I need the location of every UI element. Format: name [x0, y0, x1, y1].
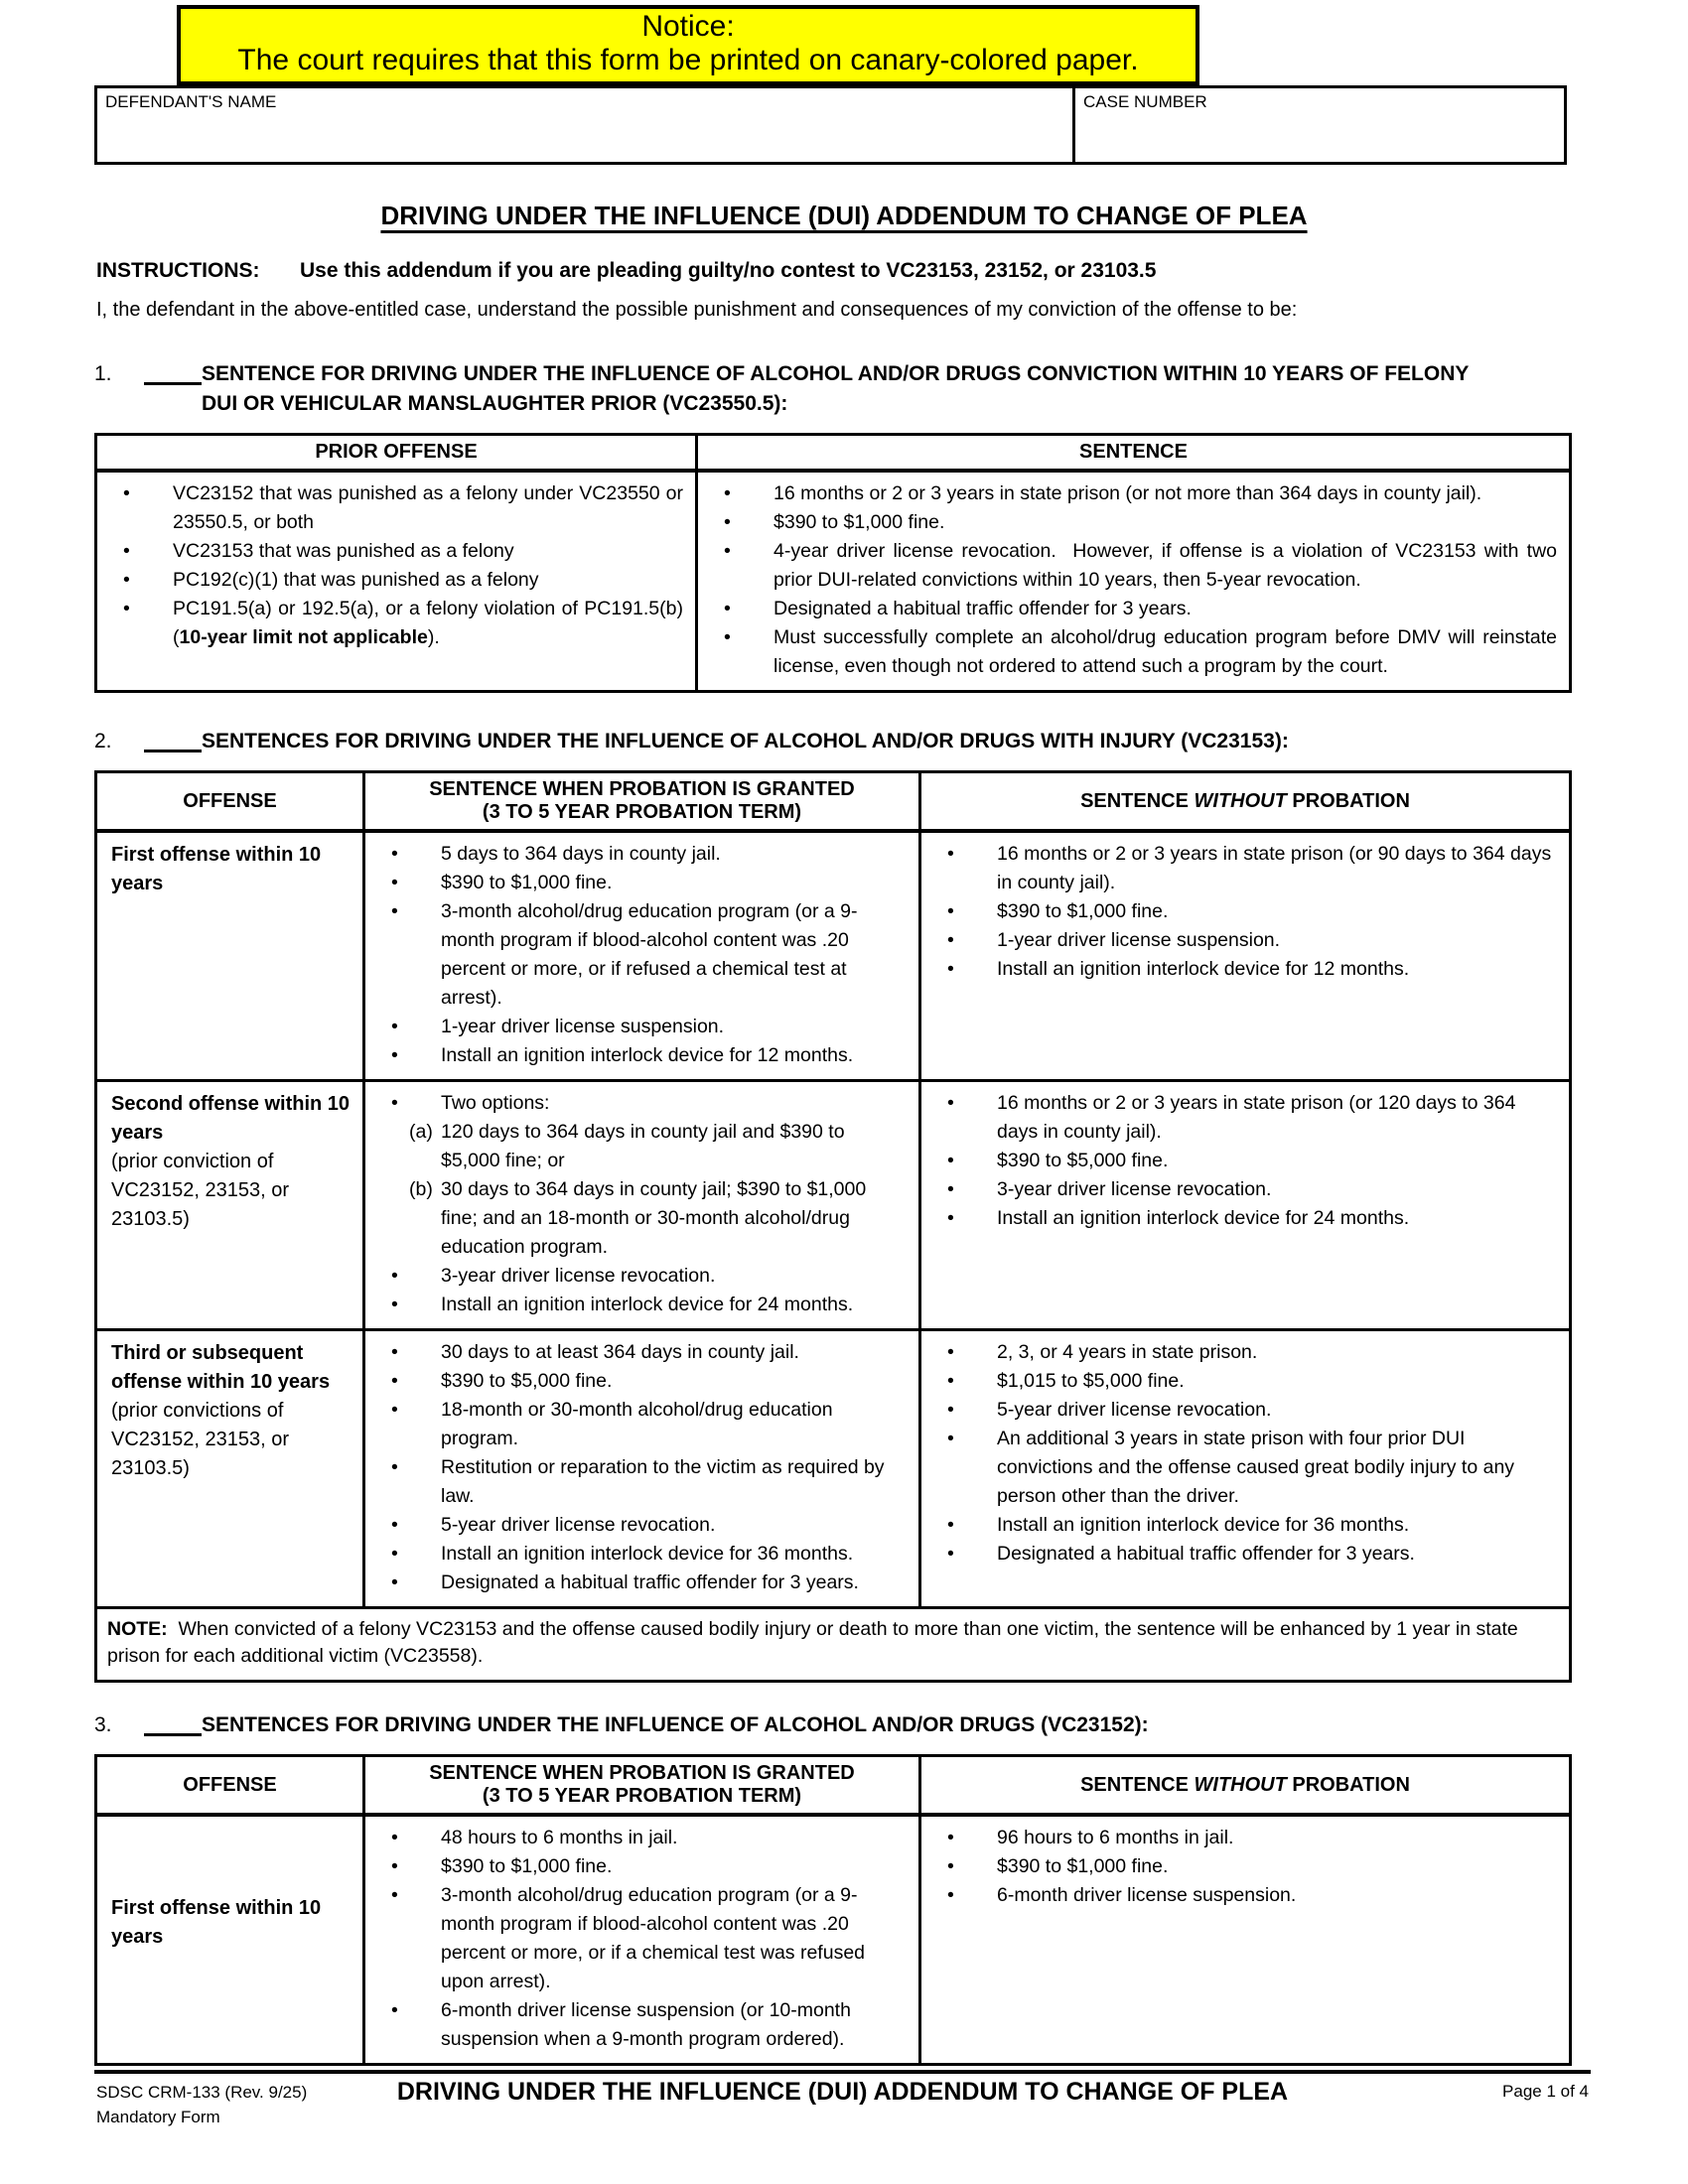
bullet-marker: •: [391, 1571, 398, 1593]
bullet-text: 6-month driver license suspension.: [997, 1884, 1297, 1906]
bullet-item: [97, 537, 691, 566]
case-number-field[interactable]: [1072, 88, 1564, 162]
bullet-text: Must successfully complete an alcohol/drug education program before DMV will reinstate license, even though not ordered to attend such a program by the court.: [774, 626, 1557, 677]
bullet-marker: •: [391, 1399, 398, 1421]
table-row-second-offense: [96, 1081, 1571, 1330]
bullet-item: [365, 1569, 914, 1597]
bullet-marker: •: [391, 1514, 398, 1536]
bullet-marker: •: [391, 1370, 398, 1392]
probation-header: SENTENCE WHEN PROBATION IS GRANTED (3 TO 5 YEAR PROBATION TERM): [364, 772, 920, 832]
bullet-text: Install an ignition interlock device for 12 months.: [997, 958, 1410, 980]
bullet-text: 3-year driver license revocation.: [997, 1178, 1272, 1200]
probation-sentence-cell: [364, 831, 920, 1081]
bullet-marker: •: [947, 900, 954, 922]
bullet-text: Restitution or reparation to the victim as required by law.: [441, 1456, 885, 1507]
bullet-marker: •: [947, 1341, 954, 1363]
bullet-text: Install an ignition interlock device for 24 months.: [997, 1207, 1410, 1229]
notice-title: Notice:: [641, 10, 735, 43]
section-2-heading: [94, 727, 1688, 756]
without-probation-cell: [920, 1815, 1571, 2065]
bullet-item: [365, 840, 914, 869]
bullet-item: [921, 955, 1565, 984]
bullet-marker: •: [391, 1999, 398, 2021]
bullet-text: 6-month driver license suspension (or 10-month suspension when a 9-month program ordered).: [441, 1999, 851, 2050]
bullet-item: [365, 897, 914, 1013]
case-number-label: CASE NUMBER: [1083, 92, 1207, 111]
bullet-marker: •: [947, 1827, 954, 1848]
bullet-marker: •: [947, 1150, 954, 1171]
bullet-text: 16 months or 2 or 3 years in state prison (or 120 days to 364 days in county jail).: [997, 1092, 1516, 1143]
bullet-text: 16 months or 2 or 3 years in state prison (or 90 days to 364 days in county jail).: [997, 843, 1552, 893]
bullet-text: 96 hours to 6 months in jail.: [997, 1827, 1234, 1848]
table-note-row: [96, 1608, 1571, 1682]
offense-cell: First offense within 10 years: [96, 831, 364, 1081]
bullet-item: [921, 1425, 1565, 1511]
bullet-item: [921, 1338, 1565, 1367]
bullet-text: $390 to $1,000 fine.: [441, 872, 613, 893]
bullet-marker: •: [391, 1294, 398, 1315]
bullet-text: $390 to $1,000 fine.: [774, 511, 945, 533]
without-probation-cell: [920, 1081, 1571, 1330]
bullet-item: [698, 537, 1565, 595]
table-header-row: [96, 435, 1571, 472]
notice-body: The court requires that this form be printed on canary-colored paper.: [237, 44, 1139, 76]
offense-cell: Third or subsequent offense within 10 years (prior convictions of VC23152, 23153, or 23103.5): [96, 1330, 364, 1608]
bullet-item: [365, 1881, 914, 1996]
bullet-marker: •: [123, 598, 130, 619]
bullet-text: 30 days to 364 days in county jail; $390 to $1,000 fine; and an 18-month or 30-month alcohol/drug education program.: [441, 1178, 867, 1258]
bullet-text: VC23152 that was punished as a felony under VC23550 or 23550.5, or both: [173, 482, 683, 533]
bullet-marker: •: [391, 1543, 398, 1565]
sentence-header: SENTENCE: [697, 435, 1571, 472]
bullet-marker: •: [391, 1265, 398, 1287]
bullet-item: [365, 1396, 914, 1453]
bullet-item: [365, 1453, 914, 1511]
bullet-item: [365, 1511, 914, 1540]
bullet-text: 3-month alcohol/drug education program (or a 9-month program if blood-alcohol content was .20 percent or more, or if a chemical test was refused upon arrest).: [441, 1884, 866, 1992]
bullet-item: [921, 1881, 1565, 1910]
bullet-marker: •: [391, 843, 398, 865]
prior-offense-header: PRIOR OFFENSE: [96, 435, 697, 472]
bullet-text: $390 to $5,000 fine.: [441, 1370, 613, 1392]
page-footer: [94, 2070, 1591, 2136]
bullet-item: [365, 1338, 914, 1367]
bullet-marker: •: [123, 482, 130, 504]
bullet-text: VC23153 that was punished as a felony: [173, 540, 514, 562]
initials-blank[interactable]: [144, 1710, 202, 1736]
table-row-first-offense: [96, 1815, 1571, 2065]
bullet-item: [921, 926, 1565, 955]
bullet-marker: •: [947, 1370, 954, 1392]
section-1-number: 1.: [94, 362, 112, 385]
bullet-marker: •: [947, 1884, 954, 1906]
bullet-marker: •: [947, 958, 954, 980]
dui-with-injury-table: [94, 770, 1572, 1683]
bullet-marker: •: [391, 1884, 398, 1906]
bullet-item: [921, 1367, 1565, 1396]
bullet-item: [365, 1852, 914, 1881]
section-2-title: SENTENCES FOR DRIVING UNDER THE INFLUENCE OF ALCOHOL AND/OR DRUGS WITH INJURY (VC23153):: [202, 730, 1289, 752]
defendant-name-label: DEFENDANT'S NAME: [105, 92, 277, 111]
bullet-item: [365, 1367, 914, 1396]
section-1-heading: [94, 359, 1688, 419]
probation-header: SENTENCE WHEN PROBATION IS GRANTED (3 TO 5 YEAR PROBATION TERM): [364, 1756, 920, 1816]
page-number: Page 1 of 4: [1502, 2082, 1589, 2101]
bullet-marker: •: [391, 1044, 398, 1066]
bullet-marker: •: [724, 626, 731, 648]
bullet-marker: •: [724, 598, 731, 619]
bullet-item: [97, 595, 691, 652]
bullet-marker: •: [391, 1092, 398, 1114]
bullet-text: $390 to $5,000 fine.: [997, 1150, 1169, 1171]
bullet-item: [365, 1118, 914, 1175]
bullet-marker: •: [947, 1092, 954, 1114]
bullet-text: 48 hours to 6 months in jail.: [441, 1827, 678, 1848]
bullet-text: 30 days to at least 364 days in county jail.: [441, 1341, 799, 1363]
probation-sentence-cell: [364, 1081, 920, 1330]
bullet-marker: •: [724, 540, 731, 562]
bullet-item: [921, 1852, 1565, 1881]
offense-header: OFFENSE: [96, 1756, 364, 1816]
bullet-item: [365, 1013, 914, 1041]
bullet-text: 1-year driver license suspension.: [441, 1016, 725, 1037]
bullet-item: [97, 479, 691, 537]
bullet-text: 120 days to 364 days in county jail and $390 to $5,000 fine; or: [441, 1121, 845, 1171]
form-number-block: [96, 2080, 307, 2129]
offense-cell: First offense within 10 years: [96, 1815, 364, 2065]
bullet-item: [921, 1540, 1565, 1569]
probation-sentence-cell: [364, 1330, 920, 1608]
bullet-marker: (b): [409, 1178, 433, 1200]
bullet-marker: •: [391, 1341, 398, 1363]
bullet-marker: •: [724, 511, 731, 533]
table-header-row: [96, 772, 1571, 832]
caption-box: [94, 85, 1567, 165]
bullet-text: Two options:: [441, 1092, 550, 1114]
bullet-text: 4-year driver license revocation. However, if offense is a violation of VC23153 with two prior DUI-related convictions within 10 years, then 5-year revocation.: [774, 540, 1557, 591]
bullet-marker: •: [947, 1178, 954, 1200]
bullet-item: [97, 566, 691, 595]
offense-header: OFFENSE: [96, 772, 364, 832]
bullet-marker: •: [947, 1428, 954, 1449]
bullet-text: $390 to $1,000 fine.: [997, 900, 1169, 922]
bullet-marker: •: [947, 1399, 954, 1421]
bullet-item: [365, 1996, 914, 2054]
form-number: SDSC CRM-133 (Rev. 9/25): [96, 2083, 308, 2102]
bullet-item: [365, 1041, 914, 1070]
bullet-item: [698, 479, 1565, 508]
instructions-label: INSTRUCTIONS:: [96, 259, 260, 282]
intro-statement: I, the defendant in the above-entitled case, understand the possible punishment and consequences of my conviction of the offense to be:: [96, 299, 1298, 321]
bullet-text: Install an ignition interlock device for 36 months.: [997, 1514, 1410, 1536]
section-1-title: SENTENCE FOR DRIVING UNDER THE INFLUENCE OF ALCOHOL AND/OR DRUGS CONVICTION WITHIN 10 YEARS OF FELONY DUI OR VEHICULAR MANSLAUGHTER PRIOR (VC23550.5):: [202, 362, 1470, 415]
table-row-first-offense: [96, 831, 1571, 1081]
bullet-marker: •: [123, 569, 130, 591]
bullet-item: [698, 623, 1565, 681]
offense-cell: Second offense within 10 years (prior conviction of VC23152, 23153, or 23103.5): [96, 1081, 364, 1330]
section-3-title: SENTENCES FOR DRIVING UNDER THE INFLUENCE OF ALCOHOL AND/OR DRUGS (VC23152):: [202, 1713, 1149, 1736]
bullet-marker: •: [947, 1855, 954, 1877]
bullet-text: 2, 3, or 4 years in state prison.: [997, 1341, 1258, 1363]
probation-sentence-cell: [364, 1815, 920, 2065]
dui-table: [94, 1754, 1572, 2066]
bullet-marker: •: [391, 1016, 398, 1037]
page-title: DRIVING UNDER THE INFLUENCE (DUI) ADDENDUM TO CHANGE OF PLEA: [380, 201, 1308, 230]
bullet-item: [921, 1204, 1565, 1233]
section-2-number: 2.: [94, 730, 112, 752]
without-probation-cell: [920, 831, 1571, 1081]
bullet-text: Install an ignition interlock device for 24 months.: [441, 1294, 854, 1315]
bullet-marker: (a): [409, 1121, 433, 1143]
bullet-text: 18-month or 30-month alcohol/drug education program.: [441, 1399, 833, 1449]
bullet-text: Designated a habitual traffic offender for 3 years.: [441, 1571, 859, 1593]
prior-offense-table: [94, 433, 1572, 693]
bullet-text: 5-year driver license revocation.: [997, 1399, 1272, 1421]
defendant-name-field[interactable]: [97, 88, 1072, 162]
bullet-item: [921, 1175, 1565, 1204]
instructions-line: [96, 259, 1688, 283]
without-probation-cell: [920, 1330, 1571, 1608]
bullet-text: 3-month alcohol/drug education program (or a 9-month program if blood-alcohol content was .20 percent or more, or if refused a chemical test at arrest).: [441, 900, 858, 1009]
bullet-item: [698, 595, 1565, 623]
bullet-item: [365, 1540, 914, 1569]
prior-offense-cell: [96, 471, 697, 692]
bullet-text: PC191.5(a) or 192.5(a), or a felony violation of PC191.5(b) (10-year limit not applicable).: [173, 598, 683, 648]
bullet-text: An additional 3 years in state prison with four prior DUI convictions and the offense caused great bodily injury to any person other than the driver.: [997, 1428, 1515, 1507]
bullet-marker: •: [947, 843, 954, 865]
bullet-item: [365, 1089, 914, 1118]
bullet-marker: •: [947, 1207, 954, 1229]
bullet-marker: •: [123, 540, 130, 562]
bullet-item: [365, 1175, 914, 1262]
section-3-number: 3.: [94, 1713, 112, 1736]
bullet-marker: •: [391, 872, 398, 893]
bullet-text: 3-year driver license revocation.: [441, 1265, 716, 1287]
bullet-item: [921, 1511, 1565, 1540]
bullet-item: [365, 1262, 914, 1291]
initials-blank[interactable]: [144, 359, 202, 385]
bullet-text: Designated a habitual traffic offender for 3 years.: [774, 598, 1192, 619]
initials-blank[interactable]: [144, 727, 202, 752]
bullet-text: $390 to $1,000 fine.: [441, 1855, 613, 1877]
bullet-text: $1,015 to $5,000 fine.: [997, 1370, 1185, 1392]
bullet-item: [921, 1147, 1565, 1175]
bullet-text: Install an ignition interlock device for 36 months.: [441, 1543, 854, 1565]
bullet-text: 16 months or 2 or 3 years in state prison (or not more than 364 days in county jail).: [774, 482, 1482, 504]
bullet-text: PC192(c)(1) that was punished as a felony: [173, 569, 539, 591]
sentence-cell: [697, 471, 1571, 692]
bullet-text: Install an ignition interlock device for 12 months.: [441, 1044, 854, 1066]
table-header-row: [96, 1756, 1571, 1816]
bullet-item: [921, 1396, 1565, 1425]
footer-title: DRIVING UNDER THE INFLUENCE (DUI) ADDENDUM TO CHANGE OF PLEA: [396, 2078, 1289, 2106]
bullet-marker: •: [947, 1543, 954, 1565]
bullet-marker: •: [947, 929, 954, 951]
instructions-text: Use this addendum if you are pleading guilty/no contest to VC23153, 23152, or 23103.5: [300, 259, 1157, 282]
bullet-marker: •: [391, 1456, 398, 1478]
bullet-item: [921, 897, 1565, 926]
without-probation-header: SENTENCE WITHOUT PROBATION: [920, 772, 1571, 832]
bullet-marker: •: [947, 1514, 954, 1536]
bullet-item: [921, 1089, 1565, 1147]
bullet-text: Designated a habitual traffic offender for 3 years.: [997, 1543, 1415, 1565]
bullet-item: [365, 1291, 914, 1319]
bullet-item: [921, 1824, 1565, 1852]
bullet-item: [365, 869, 914, 897]
bullet-text: 5 days to 364 days in county jail.: [441, 843, 721, 865]
bullet-text: 1-year driver license suspension.: [997, 929, 1281, 951]
section-3-heading: [94, 1710, 1688, 1740]
notice-banner: [177, 5, 1199, 85]
bullet-marker: •: [391, 1855, 398, 1877]
bullet-marker: •: [391, 1827, 398, 1848]
table-row: [96, 471, 1571, 692]
bullet-item: [698, 508, 1565, 537]
bullet-item: [921, 840, 1565, 897]
bullet-text: 5-year driver license revocation.: [441, 1514, 716, 1536]
form-type: Mandatory Form: [96, 2108, 220, 2126]
bullet-text: $390 to $1,000 fine.: [997, 1855, 1169, 1877]
note-text: NOTE: When convicted of a felony VC23153 and the offense caused bodily injury or death to more than one victim, the sentence will be enhanced by 1 year in state prison for each additional victim (VC23558).: [96, 1608, 1571, 1682]
bullet-marker: •: [391, 900, 398, 922]
bullet-item: [365, 1824, 914, 1852]
without-probation-header: SENTENCE WITHOUT PROBATION: [920, 1756, 1571, 1816]
bullet-marker: •: [724, 482, 731, 504]
table-row-third-offense: [96, 1330, 1571, 1608]
